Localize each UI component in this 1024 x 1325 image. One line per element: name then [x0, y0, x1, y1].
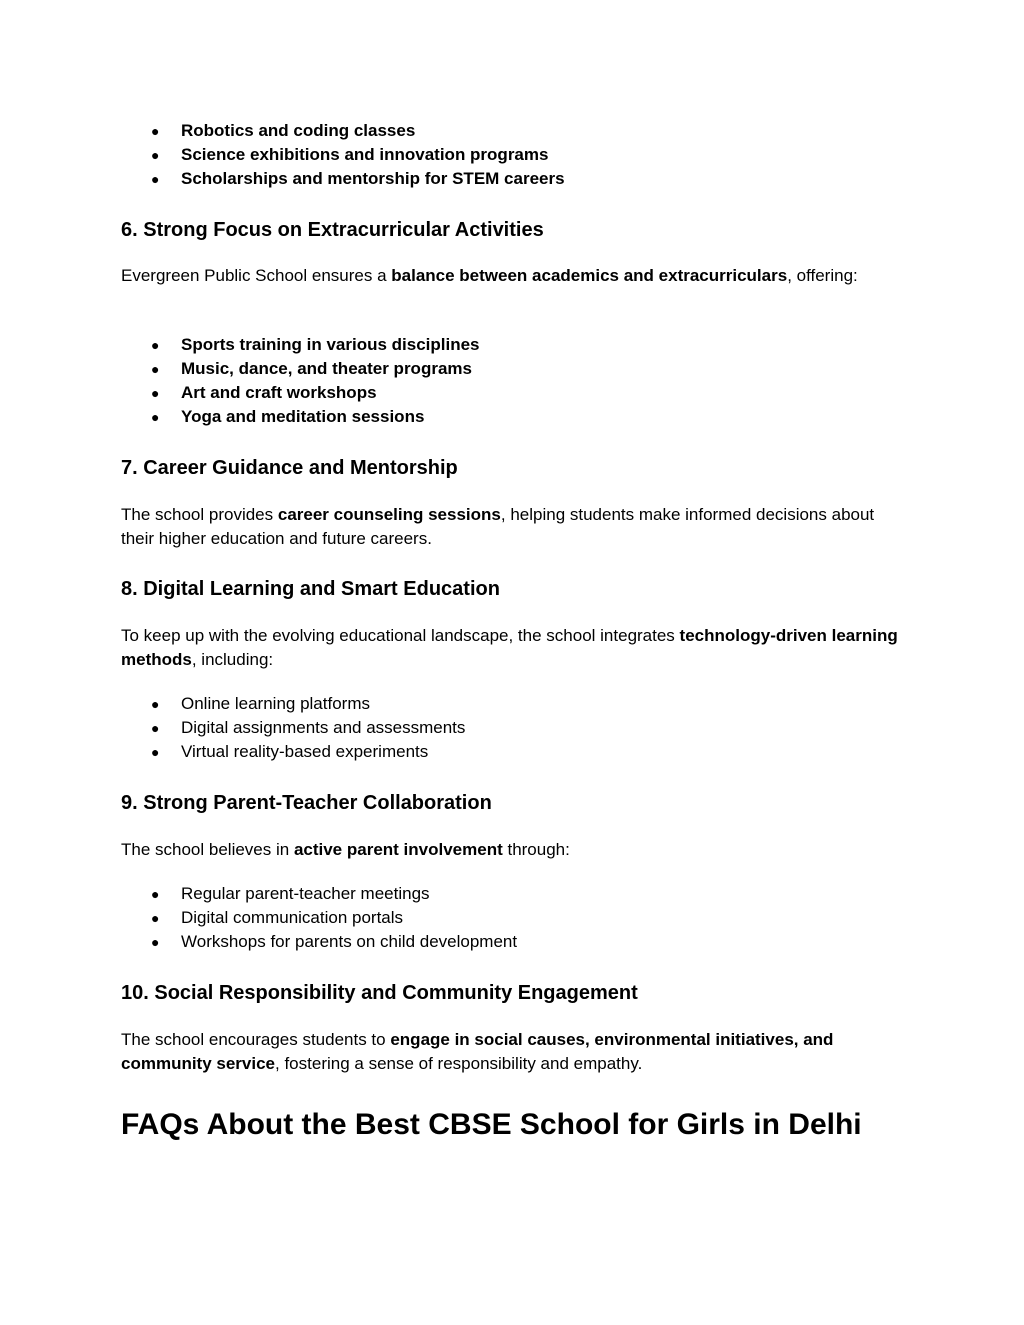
bullet-icon: ● — [151, 123, 160, 139]
parent-collaboration-list — [121, 882, 901, 954]
list-item: ● Sports training in various disciplines — [121, 333, 901, 357]
list-item: ● Scholarships and mentorship for STEM careers — [121, 167, 901, 191]
section-6-heading: 6. Strong Focus on Extracurricular Activities — [121, 219, 544, 241]
list-item: ● Music, dance, and theater programs — [121, 357, 901, 381]
section-7-paragraph: The school provides career counseling sessions, helping students make informed decisions about their higher education and future careers. — [121, 505, 875, 548]
section-9-heading: 9. Strong Parent-Teacher Collaboration — [121, 792, 492, 814]
bullet-icon: ● — [151, 744, 160, 760]
bullet-icon: ● — [151, 696, 160, 712]
bullet-icon: ● — [151, 720, 160, 736]
bullet-icon: ● — [151, 934, 160, 950]
bullet-icon: ● — [151, 409, 160, 425]
stem-programs-list — [121, 119, 901, 191]
list-item: ● Regular parent-teacher meetings — [121, 882, 901, 906]
list-item: ● Digital assignments and assessments — [121, 716, 901, 740]
bullet-icon: ● — [151, 171, 160, 187]
extracurricular-list — [121, 333, 901, 429]
list-item: ● Robotics and coding classes — [121, 119, 901, 143]
section-9-paragraph: The school believes in active parent involvement through: — [121, 840, 570, 859]
bullet-icon: ● — [151, 361, 160, 377]
list-item: ● Online learning platforms — [121, 692, 901, 716]
list-item: ● Art and craft workshops — [121, 381, 901, 405]
bullet-icon: ● — [151, 910, 160, 926]
list-item: ● Science exhibitions and innovation programs — [121, 143, 901, 167]
bullet-icon: ● — [151, 147, 160, 163]
digital-learning-list — [121, 692, 901, 764]
faq-heading: FAQs About the Best CBSE School for Girls in Delhi — [121, 1108, 862, 1141]
list-item: ● Yoga and meditation sessions — [121, 405, 901, 429]
section-8-heading: 8. Digital Learning and Smart Education — [121, 578, 500, 600]
bullet-icon: ● — [151, 385, 160, 401]
section-10-heading: 10. Social Responsibility and Community Engagement — [121, 982, 638, 1004]
list-item: ● Workshops for parents on child development — [121, 930, 901, 954]
section-8-paragraph: To keep up with the evolving educational landscape, the school integrates technology-driven learning methods, including: — [121, 626, 898, 669]
list-item: ● Virtual reality-based experiments — [121, 740, 901, 764]
section-10-paragraph: The school encourages students to engage in social causes, environmental initiatives, and community service, fostering a sense of responsibility and empathy. — [121, 1030, 834, 1073]
bullet-icon: ● — [151, 337, 160, 353]
section-7-heading: 7. Career Guidance and Mentorship — [121, 457, 458, 479]
bullet-icon: ● — [151, 886, 160, 902]
list-item: ● Digital communication portals — [121, 906, 901, 930]
section-6-paragraph: Evergreen Public School ensures a balance between academics and extracurriculars, offering: — [121, 266, 858, 285]
